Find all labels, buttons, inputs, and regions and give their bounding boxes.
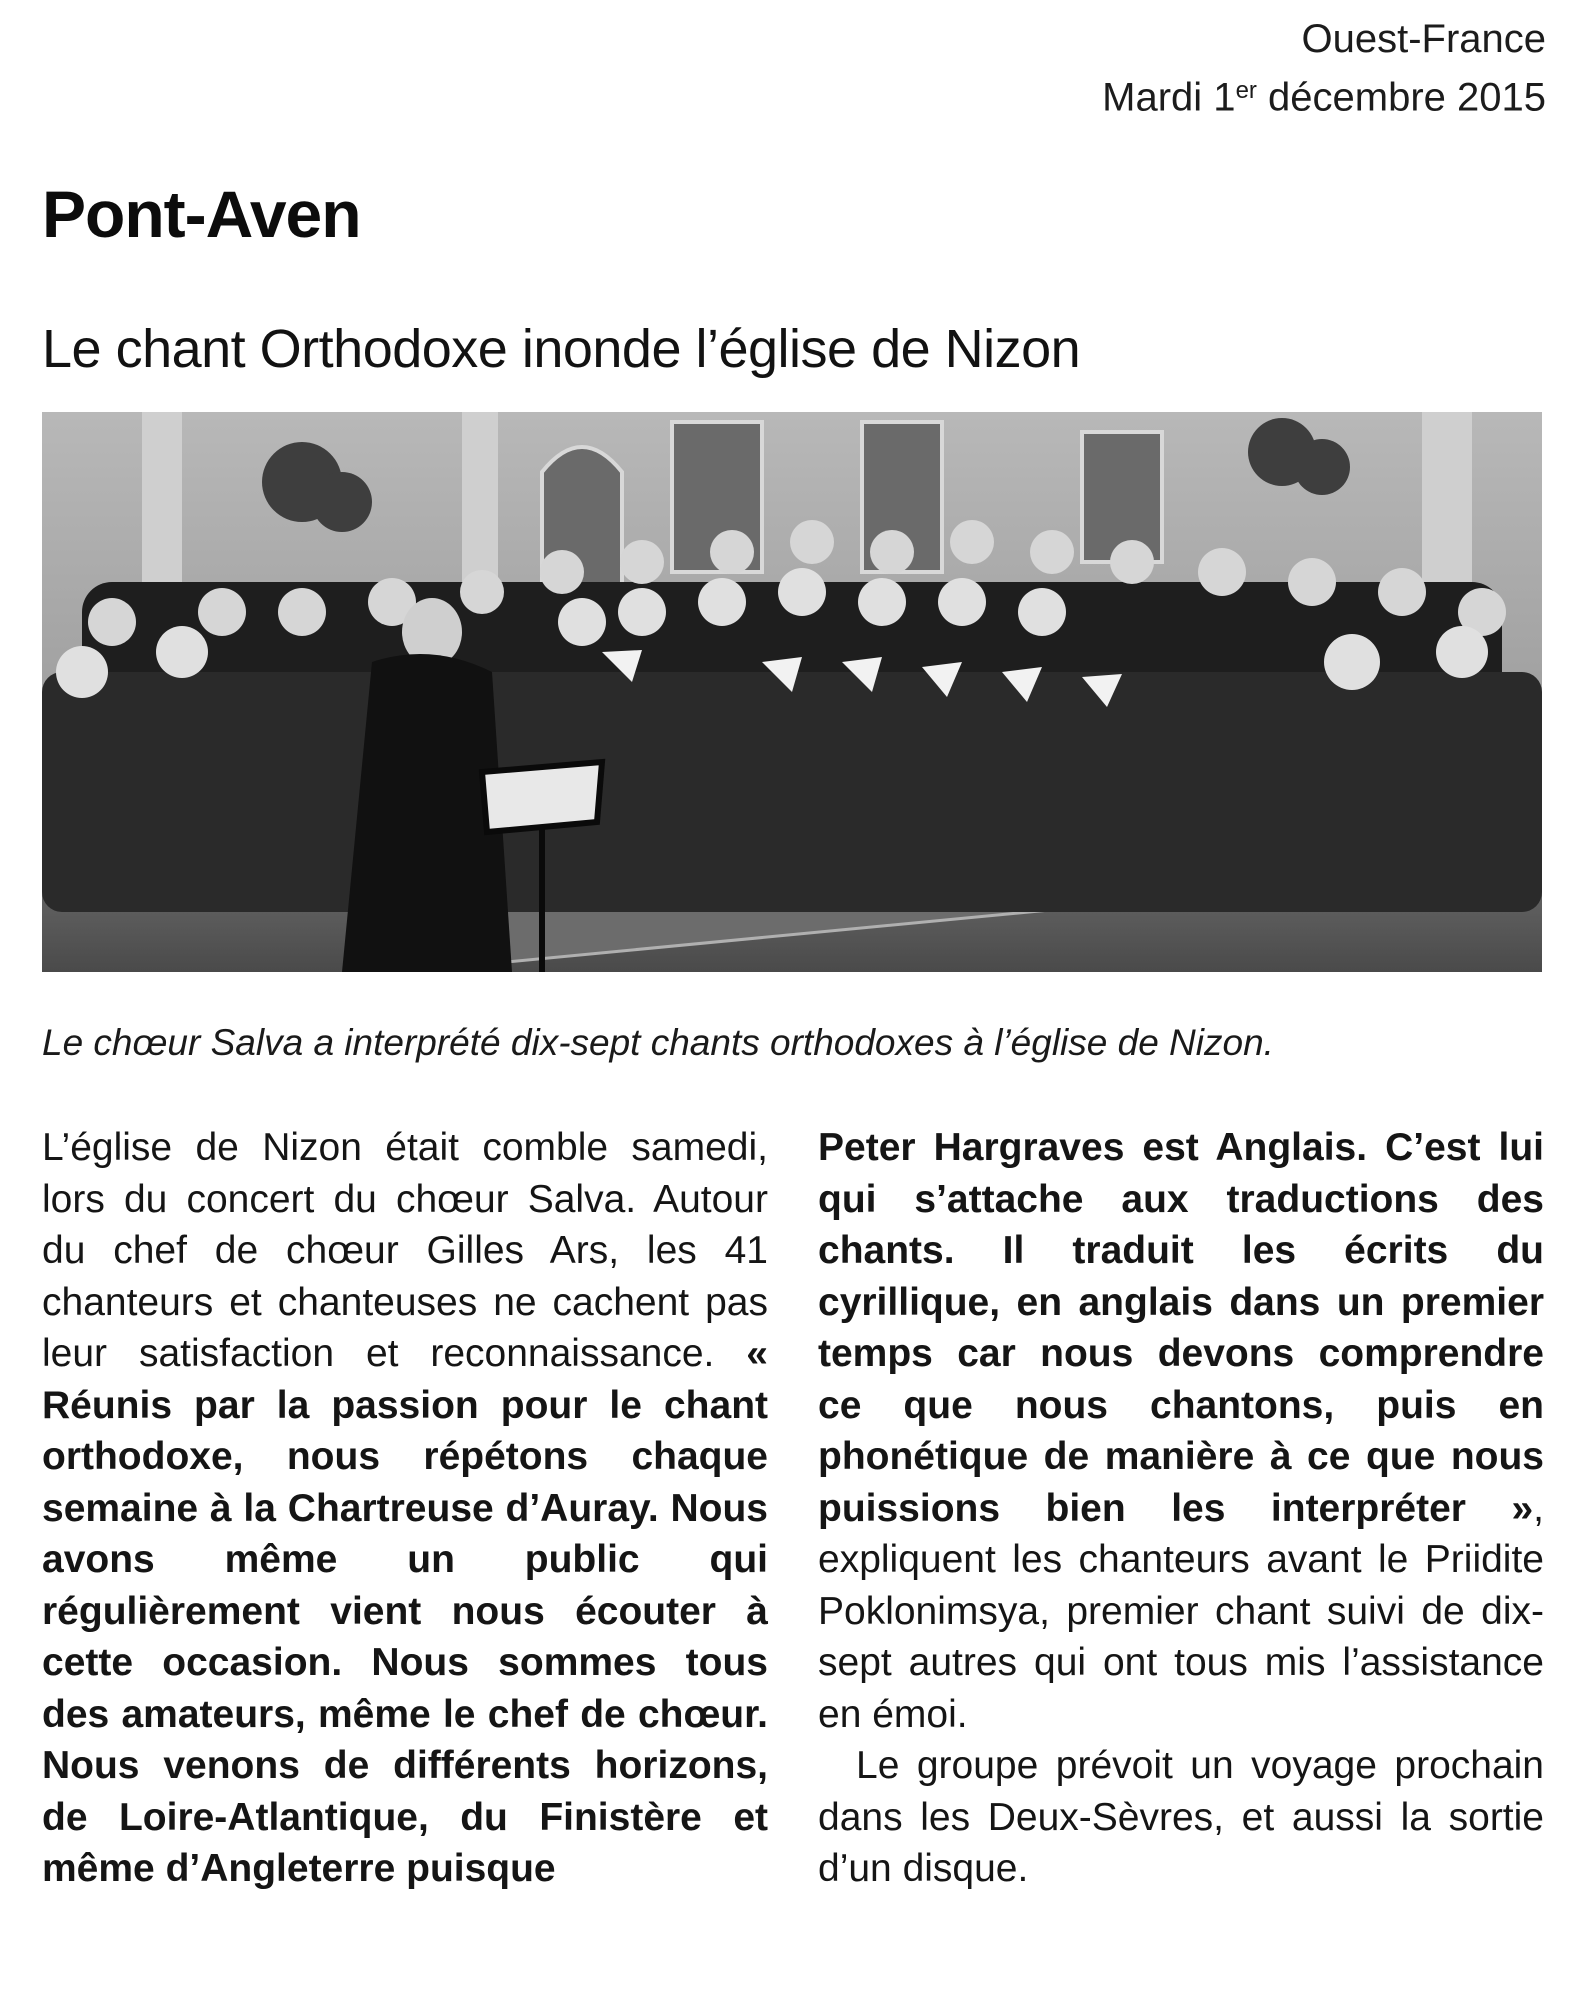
date-ordinal: er (1235, 77, 1257, 104)
paragraph-intro (42, 1122, 768, 1895)
intro-text: L’église de Nizon était comble samedi, lors du concert du chœur Salva. Autour du chef de chœur Gilles Ars, les 41 chanteurs et chanteuses ne cachent pas leur satisfaction et reconnaissance. (42, 1126, 768, 1375)
after-quote-text: , expliquent les chanteurs avant le Priidite Poklonimsya, premier chant suivi de dix-sept autres qui ont tous mis l’assistance en émoi. (818, 1486, 1544, 1736)
article-column-right (818, 1122, 1544, 1895)
date-prefix: Mardi 1 (1102, 75, 1236, 120)
choir-photo (42, 412, 1542, 972)
article-column-left (42, 1122, 768, 1895)
newspaper-name: Ouest-France (1301, 17, 1546, 61)
section-title: Pont-Aven (42, 177, 361, 251)
paragraph-closing: Le groupe prévoit un voyage prochain dans les Deux-Sèvres, et aussi la sortie d’un disque. (818, 1744, 1544, 1890)
article-headline: Le chant Orthodoxe inonde l’église de Nizon (42, 319, 1081, 379)
quote-text-right: Peter Hargraves est Anglais. C’est lui qui s’attache aux traductions des chants. Il traduit les écrits du cyrillique, en anglais dans un premier temps car nous devons comprendre ce que nous chantons, puis en phonétique de manière à ce que nous puissions bien les interpréter » (818, 1126, 1544, 1530)
photo-caption: Le chœur Salva a interprété dix-sept chants orthodoxes à l’église de Nizon. (42, 1022, 1274, 1063)
masthead (1102, 14, 1546, 122)
quote-text-left: « Réunis par la passion pour le chant orthodoxe, nous répétons chaque semaine à la Chartreuse d’Auray. Nous avons même un public qui régulièrement vient nous écouter à cette occasion. Nous sommes tous des amateurs, même le chef de chœur. Nous venons de différents horizons, de Loire-Atlantique, du Finistère et même d’Angleterre puisque (42, 1332, 768, 1890)
publication-date (1102, 64, 1546, 122)
paragraph-quote-continued (818, 1122, 1544, 1740)
choir-photo-illustration (42, 412, 1542, 972)
date-suffix: décembre 2015 (1256, 75, 1546, 120)
